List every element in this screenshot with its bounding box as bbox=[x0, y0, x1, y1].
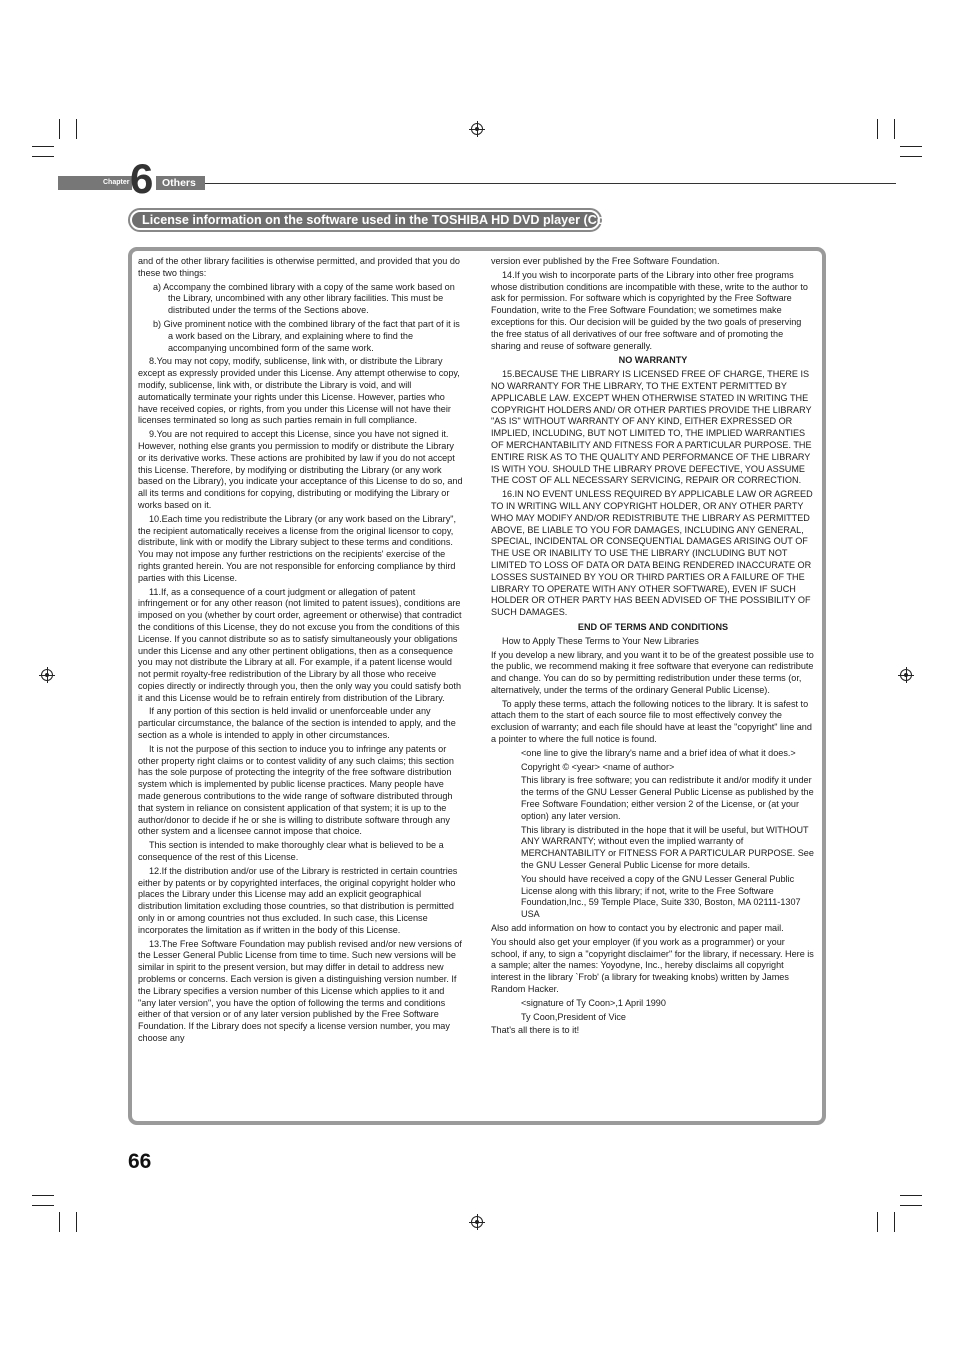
paragraph: <one line to give the library's name and a brief idea of what it does.> bbox=[521, 747, 796, 758]
section-heading: END OF TERMS AND CONDITIONS bbox=[577, 621, 729, 632]
paragraph: 16.IN NO EVENT UNLESS REQUIRED BY APPLICABLE LAW OR AGREED TO IN WRITING WILL ANY COPYRIGHT HOLDER, OR ANY OTHER PARTY WHO MAY MODIFY AND/OR REDISTRIBUTE THE LIBRARY AS PERMITTED ABOVE, BE LIABLE TO YOU FOR DAMAGES, INCLUDING ANY GENERAL, SPECIAL, INCIDENTAL OR CONSEQUENTIAL DAMAGES ARISING OUT OF THE USE OR INABILITY TO USE THE LIBRARY (INCLUDING BUT NOT LIMITED TO LOSS OF DATA OR DATA BEING RENDERED INACCURATE OR LOSSES SUSTAINED BY YOU OR THIRD PARTIES OR A FAILURE OF THE LIBRARY TO OPERATE WITH ANY OTHER SOFTWARE), EVEN IF SUCH HOLDER OR OTHER PARTY HAS BEEN ADVISED OF THE POSSIBILITY OF SUCH DAMAGES. bbox=[491, 489, 813, 618]
crop-mark bbox=[900, 156, 922, 157]
paragraph: 8.You may not copy, modify, sublicense, link with, or distribute the Library except as expressly provided under this License. Any attempt otherwise to copy, modify, sublicense, link with, or distribute the Library is void, and will automatically terminate your rights under this License. However, parties who have received copies, or rights, from you under this License will not have their licenses terminated so long as such parties remain in full compliance. bbox=[138, 356, 460, 426]
crop-mark bbox=[59, 119, 60, 139]
paragraph: <signature of Ty Coon>,1 April 1990 bbox=[521, 997, 666, 1008]
section-title-banner bbox=[128, 208, 655, 232]
paragraph: 11.If, as a consequence of a court judgment or allegation of patent infringement or for any other reason (not limited to patent issues), conditions are imposed on you (whether by court order, agreement or otherwise) that contradict the conditions of this License, they do not excuse you from the conditions of this License. If you cannot distribute so as to satisfy simultaneously your obligations under this License and any other pertinent obligations, then as a consequence you may not distribute the Library at all. For example, if a patent license would not permit royalty-free redistribution of the Library by all those who receive copies directly or indirectly through you, then the only way you could satisfy both it and this License would be to refrain entirely from distribution of the Library. bbox=[138, 586, 462, 703]
paragraph: 12.If the distribution and/or use of the Library is restricted in certain countries either by patents or by copyrighted interfaces, the original copyright holder who places the Library under this License may add an explicit geographical distribution limitation excluding those countries, so that distribution is permitted only in or among countries not thus excluded. In such case, this License incorporates the limitation as if written in the body of this License. bbox=[138, 865, 458, 935]
crop-mark bbox=[32, 156, 54, 157]
paragraph: 10.Each time you redistribute the Library (or any work based on the Library", the recipient automatically receives a license from the original licensor to copy, distribute, link with or modify the Library subject to these terms and conditions. You may not impose any further restrictions on the recipients' exercise of the rights granted herein. You are not responsible for enforcing compliance by third parties with this License. bbox=[138, 513, 457, 583]
crop-mark bbox=[900, 1195, 922, 1196]
left-column bbox=[138, 256, 464, 1047]
header-rule bbox=[205, 183, 896, 184]
crop-mark bbox=[894, 119, 895, 139]
paragraph: You should have received a copy of the GNU Lesser General Public License along with this library; if not, write to the Free Software Foundation,Inc., 59 Temple Place, Suite 330, Boston, MA 02111-1307 USA bbox=[521, 873, 801, 920]
paragraph: 14.If you wish to incorporate parts of the Library into other free programs whose distribution conditions are incompatible with these, write to the author to ask for permission. For software which is copyrighted by the Free Software Foundation, write to the Free Software Foundation; we sometimes make exceptions for this. Our decision will be guided by the two goals of preserving the free status of all derivatives of our free software and of promoting the sharing and reuse of software generally. bbox=[491, 269, 808, 351]
registration-mark-icon bbox=[471, 123, 483, 135]
paragraph: and of the other library facilities is otherwise permitted, and provided that you do these two things: bbox=[138, 256, 460, 278]
paragraph: That's all there is to it! bbox=[491, 1025, 580, 1036]
paragraph: Also add information on how to contact you by electronic and paper mail. bbox=[491, 923, 784, 934]
section-tab: Others bbox=[156, 176, 205, 190]
crop-mark bbox=[32, 1195, 54, 1196]
paragraph: This library is free software; you can redistribute it and/or modify it under the terms of the GNU Lesser General Public License as published by the Free Software Foundation; either version 2 of the License, or (at your option) any later version. bbox=[521, 775, 814, 821]
registration-mark-icon bbox=[900, 669, 912, 681]
right-column bbox=[491, 256, 815, 1039]
crop-mark bbox=[900, 146, 922, 147]
chapter-label: Chapter bbox=[103, 179, 130, 186]
paragraph: a) Accompany the combined library with a copy of the same work based on the Library, uncombined with any other library facilities. This must be distributed under the terms of the Sections above. bbox=[153, 281, 455, 316]
paragraph: How to Apply These Terms to Your New Libraries bbox=[502, 635, 699, 646]
crop-mark bbox=[877, 1212, 878, 1232]
paragraph: You should also get your employer (if you work as a programmer) or your school, if any, to sign a "copyright disclaimer" for the library, if necessary. Here is a sample; alter the names: Yoyodyne, Inc., hereby disclaims all copyright interest in the library `Frob' (a library for tweaking knobs) written by James Random Hacker. bbox=[491, 936, 814, 995]
paragraph: b) Give prominent notice with the combined library of the fact that part of it is a work based on the Library, and explaining where to find the accompanying uncombined form of the same work. bbox=[153, 318, 460, 353]
registration-mark-icon bbox=[41, 669, 53, 681]
crop-mark bbox=[76, 119, 77, 139]
crop-mark bbox=[59, 1212, 60, 1232]
paragraph: Ty Coon,President of Vice bbox=[521, 1011, 626, 1022]
crop-mark bbox=[32, 1205, 54, 1206]
crop-mark bbox=[894, 1212, 895, 1232]
chapter-number: 6 bbox=[130, 155, 153, 202]
paragraph: It is not the purpose of this section to induce you to infringe any patents or other property right claims or to contest validity of any such claims; this section has the sole purpose of protecting the integrity of the free software distribution system which is implemented by public license practices. Many people have made generous contributions to the wide range of software distributed through that system in reliance on consistent application of that system; it is up to the author/donor to decide if he or she is willing to distribute software through any other system and a licensee cannot impose that choice. bbox=[138, 743, 454, 837]
paragraph: If you develop a new library, and you want it to be of the greatest possible use to the public, we recommend making it free software that everyone can redistribute and change. You can do so by permitting redistribution under these terms (or, alternatively, under the terms of the ordinary General Public License). bbox=[491, 649, 814, 695]
paragraph: This section is intended to make thoroughly clear what is believed to be a consequence of the rest of this License. bbox=[138, 840, 444, 863]
section-title: License information on the software used in the TOSHIBA HD DVD player (Continued) bbox=[132, 212, 598, 228]
section-heading: NO WARRANTY bbox=[618, 355, 688, 366]
paragraph: 9.You are not required to accept this License, since you have not signed it. However, nothing else grants you permission to modify or distribute the Library or its derivative works. These actions are prohibited by law if you do not accept this License. Therefore, by modifying or distributing the Library (or any work based on the Library), you indicate your acceptance of this License to do so, and all its terms and conditions for copying, distributing or modifying the Library or works based on it. bbox=[138, 429, 463, 510]
paragraph: This library is distributed in the hope that it will be useful, but WITHOUT ANY WARRANTY; without even the implied warranty of MERCHANTABILITY or FITNESS FOR A PARTICULAR PURPOSE. See the GNU Lesser General Public License for more details. bbox=[521, 824, 814, 871]
crop-mark bbox=[32, 146, 54, 147]
crop-mark bbox=[877, 119, 878, 139]
paragraph: If any portion of this section is held invalid or unenforceable under any particular circumstance, the balance of the section is intended to apply, and the section as a whole is intended to apply in other circumstances. bbox=[138, 706, 456, 741]
paragraph: 13.The Free Software Foundation may publish revised and/or new versions of the Lesser General Public License from time to time. Such new versions will be similar in spirit to the present version, but may differ in detail to address new problems or concerns. Each version is given a distinguishing version number. If the Library specifies a version number of this License which applies to it and "any later version", you have the option of following the terms and conditions either of that version or of any later version published by the Free Software Foundation. If the Library does not specify a license version number, you may choose any bbox=[138, 938, 462, 1043]
page-number: 66 bbox=[128, 1150, 152, 1173]
paragraph: Copyright © <year> <name of author> bbox=[521, 761, 675, 772]
crop-mark bbox=[900, 1205, 922, 1206]
paragraph: To apply these terms, attach the following notices to the library. It is safest to attach them to the start of each source file to most effectively convey the exclusion of warranty; and each file should have at least the "copyright" line and a pointer to where the full notice is found. bbox=[491, 698, 812, 745]
registration-mark-icon bbox=[471, 1216, 483, 1228]
paragraph: 15.BECAUSE THE LIBRARY IS LICENSED FREE OF CHARGE, THERE IS NO WARRANTY FOR THE LIBRARY, TO THE EXTENT PERMITTED BY APPLICABLE LAW. EXCEPT WHEN OTHERWISE STATED IN WRITING THE COPYRIGHT HOLDERS AND/ OR OTHER PARTIES PROVIDE THE LIBRARY "AS IS" WITHOUT WARRANTY OF ANY KIND, EITHER EXPRESSED OR IMPLIED, INCLUDING, BUT NOT LIMITED TO, THE IMPLIED WARRANTIES OF MERCHANTABILITY AND FITNESS FOR A PARTICULAR PURPOSE. THE ENTIRE RISK AS TO THE QUALITY AND PERFORMANCE OF THE LIBRARY IS WITH YOU. SHOULD THE LIBRARY PROVE DEFECTIVE, YOU ASSUME THE COST OF ALL NECESSARY SERVICING, REPAIR OR CORRECTION. bbox=[491, 369, 812, 486]
crop-mark bbox=[76, 1212, 77, 1232]
paragraph: version ever published by the Free Software Foundation. bbox=[491, 256, 720, 266]
